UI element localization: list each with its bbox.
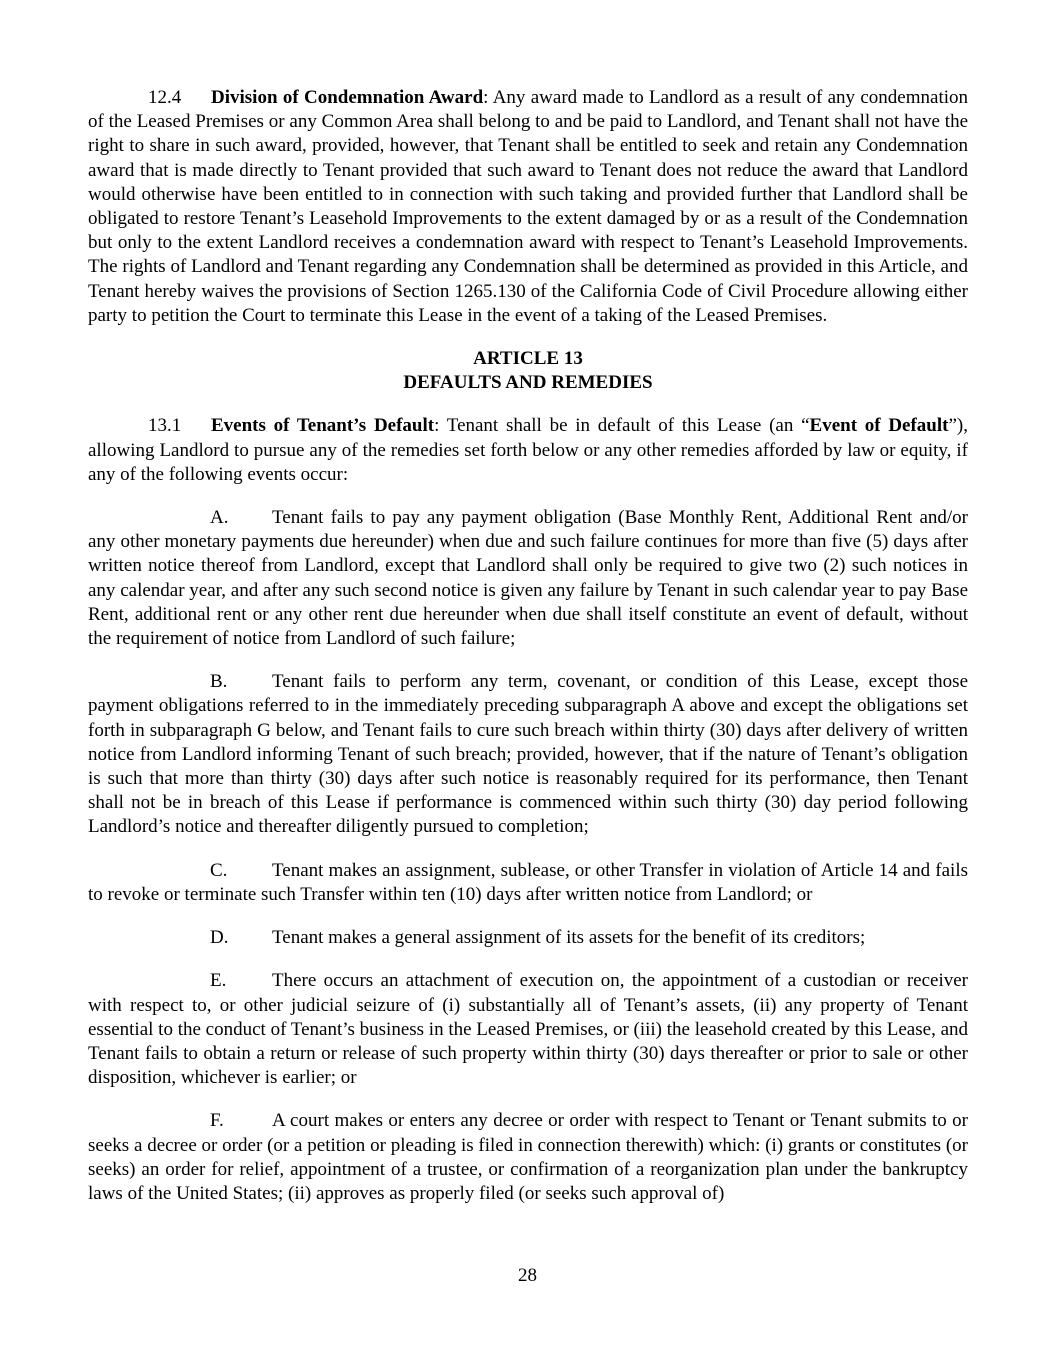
section-number: 13.1: [148, 415, 182, 437]
section-body-part2: ”), allowing Landlord to pursue any of the remedies set forth below or any other remedies afforded by law or equity, if any of the following events occur:: [88, 415, 968, 485]
section-number: 12.4: [148, 87, 182, 108]
subparagraph-text: Tenant fails to perform any term, covenant, or condition of this Lease, except those payment obligations referred to in the immediately preceding subparagraph A above and except the obligations set forth in subparagraph G below, and Tenant fails to cure such breach within thirty (30) days after delivery of written notice from Landlord informing Tenant of such breach; provided, however, that if the nature of Tenant’s obligation is such that more than thirty (30) days after such notice is reasonably required for its performance, then Tenant shall not be in breach of this Lease if performance is commenced within such thirty (30) day period following Landlord’s notice and thereafter diligently pursued to completion;: [88, 671, 968, 838]
subparagraph-f: [88, 1109, 968, 1206]
subparagraph-text: Tenant makes an assignment, sublease, or other Transfer in violation of Article 14 and fails to revoke or terminate such Transfer within ten (10) days after written notice from Landlord; or: [88, 859, 968, 905]
section-title: Division of Condemnation Award: [211, 87, 484, 108]
article-number: ARTICLE 13: [473, 348, 583, 370]
section-body-part1: : Tenant shall be in default of this Lease (an “: [434, 415, 810, 437]
subparagraph-text: Tenant makes a general assignment of its assets for the benefit of its creditors;: [272, 927, 866, 949]
subparagraph-text: There occurs an attachment of execution on, the appointment of a custodian or receiver with respect to, or other judicial seizure of (i) substantially all of Tenant’s assets, (ii) any property of Tenant essential to the conduct of Tenant’s business in the Leased Premises, or (iii) the leasehold created by this Lease, and Tenant fails to obtain a return or release of such property within thirty (30) days thereafter or prior to sale or other disposition, whichever is earlier; or: [88, 970, 968, 1089]
page-number: 28: [518, 1265, 537, 1286]
article-title: DEFAULTS AND REMEDIES: [403, 372, 653, 394]
subparagraph-text: A court makes or enters any decree or order with respect to Tenant or Tenant submits to or seeks a decree or order (or a petition or pleading is filed in connection therewith) which: (i) grants or constitutes (or seeks) an order for relief, appointment of a trustee, or confirmation of a reorganization plan under the bankruptcy laws of the United States; (ii) approves as properly filed (or seeks such approval of): [88, 1110, 968, 1204]
article-heading: [88, 347, 968, 395]
subparagraph-letter: F.: [210, 1110, 224, 1132]
subparagraph-letter: D.: [210, 927, 229, 949]
subparagraph-letter: C.: [210, 859, 228, 881]
section-13-1: [88, 414, 968, 487]
document-page: [88, 86, 968, 1206]
subparagraph-c: [88, 859, 968, 907]
defined-term: Event of Default: [809, 415, 949, 437]
subparagraph-d: [88, 926, 968, 950]
subparagraph-letter: E.: [210, 970, 227, 992]
subparagraph-text: Tenant fails to pay any payment obligation (Base Monthly Rent, Additional Rent and/or any other monetary payments due hereunder) when due and such failure continues for more than five (5) days after written notice thereof from Landlord, except that Landlord shall only be required to give two (2) such notices in any calendar year, and after any such second notice is given any failure by Tenant in such calendar year to pay Base Rent, additional rent or any other rent due hereunder when due shall itself constitute an event of default, without the requirement of notice from Landlord of such failure;: [88, 507, 968, 650]
subparagraph-letter: A.: [210, 507, 229, 529]
subparagraph-letter: B.: [210, 671, 228, 693]
subparagraph-a: [88, 506, 968, 651]
subparagraph-b: [88, 670, 968, 839]
section-title: Events of Tenant’s Default: [211, 415, 435, 437]
section-body: : Any award made to Landlord as a result of any condemnation of the Leased Premises or any Common Area shall belong to and be paid to Landlord, and Tenant shall not have the right to share in such award, provided, however, that Tenant shall be entitled to seek and retain any Condemnation award that is made directly to Tenant provided that such award to Tenant does not reduce the award that Landlord would otherwise have been entitled to in connection with such taking and provided further that Landlord shall be obligated to restore Tenant’s Leasehold Improvements to the extent damaged by or as a result of the Condemnation but only to the extent Landlord receives a condemnation award with respect to Tenant’s Leasehold Improvements. The rights of Landlord and Tenant regarding any Condemnation shall be determined as provided in this Article, and Tenant hereby waives the provisions of Section 1265.130 of the California Code of Civil Procedure allowing either party to petition the Court to terminate this Lease in the event of a taking of the Leased Premises.: [88, 87, 968, 326]
subparagraph-e: [88, 969, 968, 1090]
section-12-4: [88, 86, 968, 328]
